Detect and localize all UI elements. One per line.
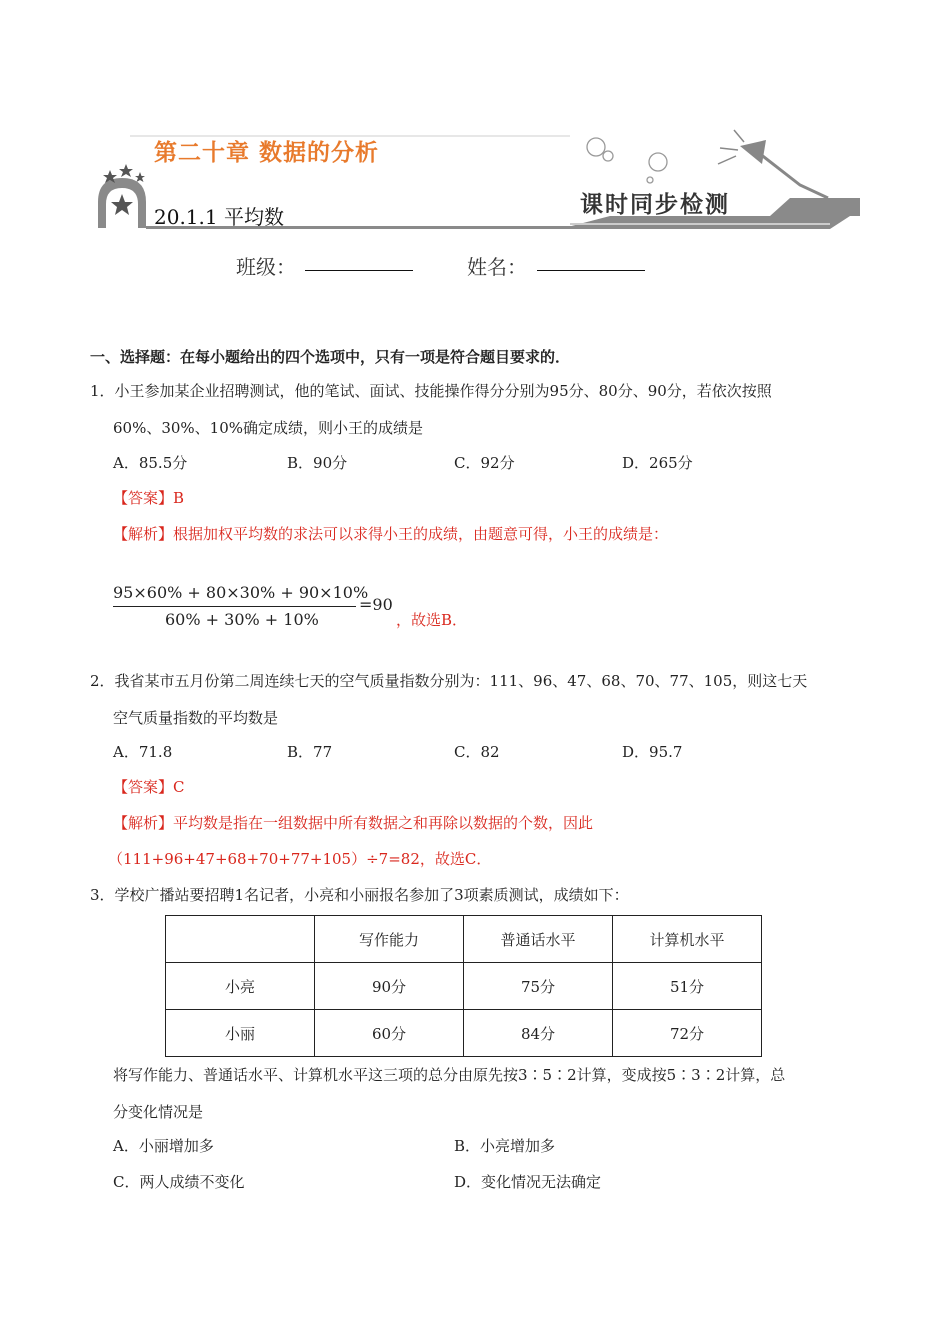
q2-option-d: D．95.7: [622, 743, 683, 761]
q3-stem-line3: 分变化情况是: [113, 1103, 204, 1121]
table-cell: 51分: [613, 963, 762, 1010]
q3-option-c: C．两人成绩不变化: [113, 1173, 245, 1191]
table-cell: 小丽: [166, 1010, 315, 1057]
score-table: [165, 915, 762, 1057]
name-blank[interactable]: [537, 270, 645, 271]
q1-option-b: B．90分: [287, 454, 348, 472]
q2-analysis-label: 【解析】: [113, 814, 174, 832]
q1-stem-line2: 60%、30%、10%确定成绩，则小王的成绩是: [113, 419, 424, 437]
table-cell: 72分: [613, 1010, 762, 1057]
q1-formula-bar: [113, 606, 356, 607]
q1-option-a: A．85.5分: [113, 454, 188, 472]
q2-stem-line2: 空气质量指数的平均数是: [113, 709, 279, 727]
class-blank[interactable]: [305, 270, 413, 271]
q1-answer: 【答案】B: [113, 489, 185, 507]
table-cell: 小亮: [166, 963, 315, 1010]
star-badge-icon: [98, 164, 146, 228]
table-header-row: [166, 916, 762, 963]
q2-answer: 【答案】C: [113, 778, 185, 796]
q3-option-d: D．变化情况无法确定: [454, 1173, 602, 1191]
q1-option-d: D．265分: [622, 454, 693, 472]
q3-stem-line2: 将写作能力、普通话水平、计算机水平这三项的总分由原先按3∶5∶2计算，变成按5∶3∶2计算，总: [113, 1066, 786, 1084]
q2-analysis-line2: （111+96+47+68+70+77+105）÷7=82，故选C．: [108, 850, 492, 868]
q1-formula-numerator: 95×60% + 80×30% + 90×10%: [113, 583, 369, 602]
part1-heading: 一、选择题：在每小题给出的四个选项中，只有一项是符合题目要求的．: [90, 348, 571, 366]
q1-formula-tail: ，故选B．: [396, 611, 468, 629]
table-header-cell: 普通话水平: [464, 916, 613, 963]
q1-formula-result: =90: [359, 595, 393, 614]
q1-analysis: 【解析】根据加权平均数的求法可以求得小王的成绩，由题意可得，小王的成绩是：: [113, 525, 669, 543]
table-row: [166, 963, 762, 1010]
table-header-cell: 计算机水平: [613, 916, 762, 963]
q2-analysis-text: 平均数是指在一组数据中所有数据之和再除以数据的个数，因此: [173, 814, 594, 832]
class-label: 班级：: [236, 255, 296, 279]
q2-analysis: [113, 812, 593, 833]
bubble-icon: [587, 138, 667, 183]
table-cell: 75分: [464, 963, 613, 1010]
q2-stem-line1: 2．我省某市五月份第二周连续七天的空气质量指数分别为：111、96、47、68、70、77、105，则这七天: [90, 672, 808, 690]
section-title: 20.1.1 平均数: [154, 205, 284, 229]
table-cell: 90分: [315, 963, 464, 1010]
table-header-cell: [166, 916, 315, 963]
table-header-cell: 写作能力: [315, 916, 464, 963]
q3-stem-line1: 3．学校广播站要招聘1名记者，小亮和小丽报名参加了3项素质测试，成绩如下：: [90, 886, 629, 904]
table-cell: 60分: [315, 1010, 464, 1057]
q2-option-b: B．77: [287, 743, 333, 761]
name-label: 姓名：: [467, 255, 527, 279]
q1-option-c: C．92分: [454, 454, 515, 472]
q1-formula-denominator: 60% + 30% + 10%: [165, 610, 319, 629]
table-row: [166, 1010, 762, 1057]
desk-lamp-icon: [718, 130, 828, 198]
brand-text: 课时同步检测: [580, 191, 730, 218]
q2-option-a: A．71.8: [113, 743, 173, 761]
q2-option-c: C．82: [454, 743, 500, 761]
q3-option-a: A．小丽增加多: [113, 1137, 214, 1155]
table-cell: 84分: [464, 1010, 613, 1057]
q1-stem-line1: 1．小王参加某企业招聘测试，他的笔试、面试、技能操作得分分别为95分、80分、90分，若依次按照: [90, 382, 772, 400]
q3-option-b: B．小亮增加多: [454, 1137, 556, 1155]
chapter-title: 第二十章 数据的分析: [154, 140, 380, 166]
